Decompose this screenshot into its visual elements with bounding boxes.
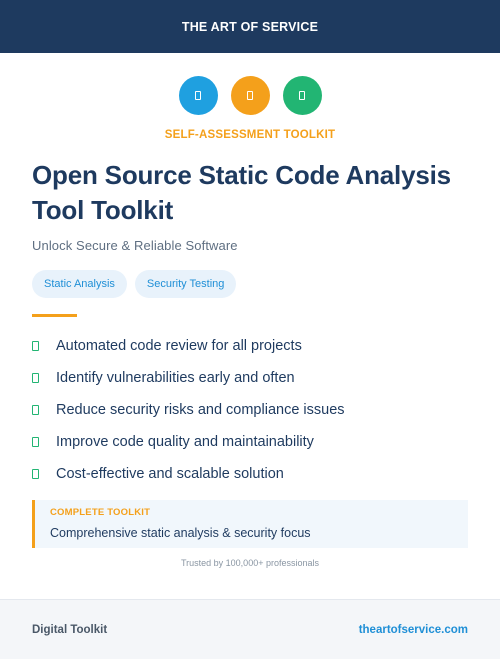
kicker-label: SELF-ASSESSMENT TOOLKIT [164, 129, 336, 141]
footer [0, 599, 500, 659]
website-link[interactable]: theartofservice.com [358, 623, 468, 636]
orange-circle-icon [231, 76, 270, 115]
feature-text: Automated code review for all projects [56, 338, 302, 354]
square-glyph-icon [195, 91, 201, 100]
feature-item [32, 394, 345, 426]
toolkit-callout [32, 500, 468, 548]
feature-text: Improve code quality and maintainability [56, 434, 314, 450]
feature-item [32, 426, 345, 458]
blue-circle-icon [179, 76, 218, 115]
accent-divider [32, 314, 77, 317]
brand-title: THE ART OF SERVICE [181, 19, 319, 34]
callout-text: Comprehensive static analysis & security focus [50, 526, 311, 540]
tag-security-testing: Security Testing [135, 270, 236, 298]
feature-text: Reduce security risks and compliance issues [56, 402, 345, 418]
feature-list [32, 330, 345, 490]
feature-text: Identify vulnerabilities early and often [56, 370, 295, 386]
icon-row [0, 76, 500, 115]
square-glyph-icon [299, 91, 305, 100]
tag-list [32, 270, 236, 298]
header-banner [0, 0, 500, 53]
check-icon [32, 373, 39, 383]
check-icon [32, 341, 39, 351]
feature-item [32, 362, 345, 394]
square-glyph-icon [247, 91, 253, 100]
page-title: Open Source Static Code Analysis Tool Toolkit [32, 160, 451, 225]
feature-text: Cost-effective and scalable solution [56, 466, 284, 482]
check-icon [32, 469, 39, 479]
feature-item [32, 330, 345, 362]
trust-statement: Trusted by 100,000+ professionals [180, 558, 319, 568]
subtitle: Unlock Secure & Reliable Software [32, 238, 238, 253]
green-circle-icon [283, 76, 322, 115]
check-icon [32, 437, 39, 447]
check-icon [32, 405, 39, 415]
feature-item [32, 458, 345, 490]
tag-static-analysis: Static Analysis [32, 270, 127, 298]
footer-product-label: Digital Toolkit [32, 623, 108, 636]
callout-label: COMPLETE TOOLKIT [50, 507, 151, 518]
